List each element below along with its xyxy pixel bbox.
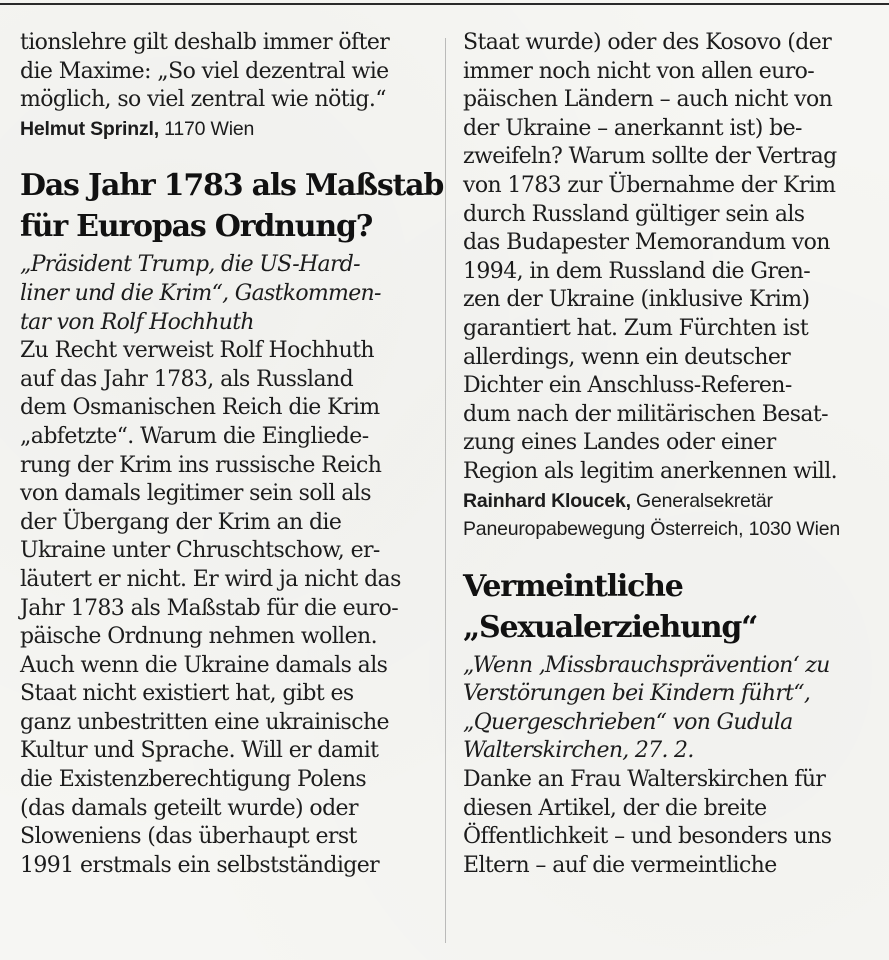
body-line: (das damals geteilt wurde) oder bbox=[20, 795, 358, 821]
body-line: von 1783 zur Übernahme der Krim bbox=[463, 172, 836, 198]
reference-line: „Präsident Trump, die US-Hard- bbox=[20, 252, 360, 278]
body-line: dum nach der militärischen Besat- bbox=[463, 401, 828, 427]
body-line: die Existenzberechtigung Polens bbox=[20, 767, 367, 793]
signature-organization: Paneuropabewegung Österreich, 1030 Wien bbox=[463, 518, 841, 541]
body-line: „abfetzte“. Warum die Eingliede- bbox=[20, 423, 369, 449]
body-line: Dichter ein Anschluss-Referen- bbox=[463, 373, 792, 399]
signature-name: Rainhard Kloucek, bbox=[463, 489, 631, 512]
body-line: rung der Krim ins russische Reich bbox=[20, 452, 382, 478]
body-line: zweifeln? Warum sollte der Vertrag bbox=[463, 144, 837, 170]
body-line: 1994, in dem Russland die Gren- bbox=[463, 258, 811, 284]
letter-body bbox=[463, 766, 875, 880]
reference-line: Walterskirchen, 27. 2. bbox=[463, 738, 694, 764]
body-line: zung eines Landes oder einer bbox=[463, 430, 776, 456]
reference-line: „Wenn ‚Missbrauchsprävention‘ zu bbox=[463, 652, 830, 678]
headline bbox=[20, 165, 444, 247]
body-line: immer noch nicht von allen euro- bbox=[463, 58, 815, 84]
letter-signature bbox=[463, 487, 875, 544]
letter-intro bbox=[20, 29, 432, 115]
signature-place: 1170 Wien bbox=[164, 117, 255, 140]
letter-body-continued bbox=[463, 29, 875, 487]
body-line: durch Russland gültiger sein als bbox=[463, 201, 805, 227]
reference-line: „Quergeschrieben“ von Gudula bbox=[463, 709, 793, 735]
body-line: Kultur und Sprache. Will er damit bbox=[20, 738, 379, 764]
body-line: garantiert hat. Zum Fürchten ist bbox=[463, 315, 809, 341]
body-line: läutert er nicht. Er wird ja nicht das bbox=[20, 566, 401, 592]
headline-line: für Europas Ordnung? bbox=[20, 209, 373, 245]
signature-title: Generalsekretär bbox=[636, 489, 773, 512]
reference-line: tar von Rolf Hochhuth bbox=[20, 309, 254, 335]
right-column bbox=[463, 29, 875, 880]
body-line: Region als legitim anerkennen will. bbox=[463, 458, 838, 484]
body-line: auf das Jahr 1783, als Russland bbox=[20, 366, 354, 392]
body-line: Eltern – auf die vermeintliche bbox=[463, 852, 777, 878]
body-line: Staat nicht existiert hat, gibt es bbox=[20, 681, 354, 707]
body-line: dem Osmanischen Reich die Krim bbox=[20, 395, 380, 421]
body-line: 1991 erstmals ein selbstständiger bbox=[20, 852, 380, 878]
headline bbox=[463, 566, 875, 648]
body-line: päische Ordnung nehmen wollen. bbox=[20, 624, 377, 650]
body-line: Zu Recht verweist Rolf Hochhuth bbox=[20, 338, 374, 364]
body-line: Ukraine unter Chruschtschow, er- bbox=[20, 538, 380, 564]
body-line: Öffentlichkeit – und besonders uns bbox=[463, 824, 832, 850]
body-line: allerdings, wenn ein deutscher bbox=[463, 344, 791, 370]
headline-line: „Sexualerziehung“ bbox=[463, 609, 758, 645]
body-line: diesen Artikel, der die breite bbox=[463, 795, 767, 821]
body-line: von damals legitimer sein soll als bbox=[20, 481, 371, 507]
signature-name: Helmut Sprinzl, bbox=[20, 117, 159, 140]
article-reference bbox=[20, 251, 432, 337]
body-line: der Ukraine – anerkannt ist) be- bbox=[463, 115, 802, 141]
headline-line: Das Jahr 1783 als Maßstab bbox=[20, 168, 444, 204]
letter-signature bbox=[20, 115, 432, 144]
body-line: zen der Ukraine (inklusive Krim) bbox=[463, 287, 810, 313]
reference-line: liner und die Krim“, Gastkommen- bbox=[20, 280, 381, 306]
body-line: der Übergang der Krim an die bbox=[20, 509, 342, 535]
body-line: Jahr 1783 als Maßstab für die euro- bbox=[20, 595, 399, 621]
reference-line: Verstörungen bei Kindern führt“, bbox=[463, 681, 811, 707]
signature-line bbox=[463, 487, 875, 516]
left-column bbox=[20, 29, 444, 880]
body-line: Staat wurde) oder des Kosovo (der bbox=[463, 30, 832, 55]
body-line: möglich, so viel zentral wie nötig.“ bbox=[20, 87, 386, 113]
headline-line: Vermeintliche bbox=[463, 568, 683, 604]
letter-body bbox=[20, 337, 432, 880]
article-reference bbox=[463, 652, 875, 766]
body-line: päischen Ländern – auch nicht von bbox=[463, 87, 833, 113]
column-divider bbox=[445, 38, 446, 943]
body-line: das Budapester Memorandum von bbox=[463, 230, 830, 256]
body-line: die Maxime: „So viel dezentral wie bbox=[20, 58, 389, 84]
top-rule bbox=[0, 3, 889, 5]
body-line: Danke an Frau Walterskirchen für bbox=[463, 767, 826, 793]
body-line: Sloweniens (das überhaupt erst bbox=[20, 824, 357, 850]
body-line: tionslehre gilt deshalb immer öfter bbox=[20, 30, 390, 55]
body-line: ganz unbestritten eine ukrainische bbox=[20, 709, 389, 735]
body-line: Auch wenn die Ukraine damals als bbox=[20, 652, 388, 678]
